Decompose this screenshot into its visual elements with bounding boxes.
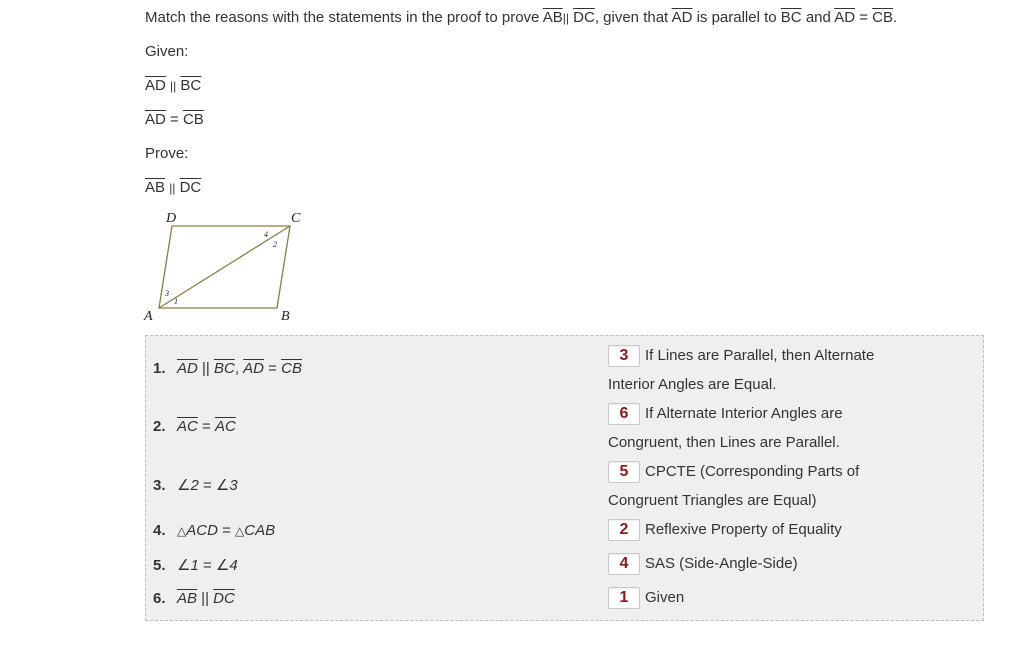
statement-3-part-5: 3 xyxy=(229,477,238,494)
statement-3: 3. ∠2 = ∠3 xyxy=(153,477,238,494)
statement-5-part-1: ∠ xyxy=(177,557,191,574)
statement-5-part-5: 4 xyxy=(229,557,238,574)
statement-5-part-4: ∠ xyxy=(215,557,230,574)
statement-3-part-4: ∠ xyxy=(215,477,230,494)
statement-1-part-7: $\overline{CB}$ xyxy=(281,360,302,377)
reason-5: 4 SAS (Side-Angle-Side) xyxy=(608,549,908,578)
answer-box-2[interactable]: 6 xyxy=(608,403,640,425)
statement-4-part-4: △ xyxy=(235,524,245,538)
statement-4: 4. △ACD = △CAB xyxy=(153,522,276,539)
statement-1-part-5: $\overline{AD}$ xyxy=(243,360,265,377)
statement-4-part-3: = xyxy=(217,522,236,539)
parallelogram-figure xyxy=(138,208,313,326)
matching-panel xyxy=(145,335,984,621)
statement-1-part-4: , xyxy=(234,360,244,377)
reason-2: 6 If Alternate Interior Angles are Congruent, then Lines are Parallel. xyxy=(608,405,843,451)
given-label: Given: xyxy=(145,43,189,60)
statement-2-part-1: $\overline{AC}$ xyxy=(177,418,198,435)
reason-6: 1 Given xyxy=(608,583,908,612)
statement-5: 5. ∠1 = ∠4 xyxy=(153,557,238,574)
statement-3-part-1: ∠ xyxy=(177,477,191,494)
vertex-a: A xyxy=(144,309,153,324)
statement-1-part-3: $\overline{BC}$ xyxy=(213,360,235,377)
segment-cb: $\overline{CB}$ xyxy=(872,9,893,26)
prove-label: Prove: xyxy=(145,145,189,162)
reason-1: 3 If Lines are Parallel, then Alternate Interior Angles are Equal. xyxy=(608,347,875,393)
diagonal-ac xyxy=(159,226,290,308)
angle-4-label: 4 xyxy=(264,230,268,239)
segment-ab: $\overline{AB}$ xyxy=(542,9,563,26)
angle-1-label: 1 xyxy=(174,297,178,306)
statement-1: 1. $\overline{AD}$ || $\overline{BC}$, $\overline{AD} = \overline{CB}$ xyxy=(153,360,302,377)
statement-1-part-6: = xyxy=(264,360,282,377)
statement-2-part-2: = xyxy=(197,418,215,435)
vertex-c: C xyxy=(291,211,301,226)
vertex-d: D xyxy=(166,211,177,226)
statement-3-part-2: 2 xyxy=(190,477,199,494)
statement-4-part-2: ACD xyxy=(186,522,218,539)
angle-2-label: 2 xyxy=(273,240,277,249)
statement-5-part-3: = xyxy=(198,557,216,574)
question-text: Match the reasons with the statements in the proof to prove $\overline{AB}||$ $\overline{DC}$, given that $\overline{AD}$ is parallel to $\overline{BC}$ and $\overline{AD} = \overline{CB}$. xyxy=(145,9,898,26)
statement-2: 2. $\overline{AC} = \overline{AC}$ xyxy=(153,418,236,435)
given-line-2: $\overline{AD} = \overline{CB}$ xyxy=(145,111,204,128)
statement-1-part-2: || xyxy=(197,360,214,377)
statement-6-part-1: $\overline{AB}$ xyxy=(177,590,198,607)
answer-box-3[interactable]: 5 xyxy=(608,461,640,483)
statement-4-part-5: CAB xyxy=(244,522,276,539)
answer-box-4[interactable]: 2 xyxy=(608,519,640,541)
segment-ad: $\overline{AD}$ xyxy=(671,9,693,26)
statement-3-part-3: = xyxy=(198,477,216,494)
prove-line: $\overline{AB}$ || $\overline{DC}$ xyxy=(145,179,202,196)
segment-ad-2: $\overline{AD}$ xyxy=(834,9,856,26)
segment-bc: $\overline{BC}$ xyxy=(780,9,802,26)
statement-6-part-3: $\overline{DC}$ xyxy=(213,590,235,607)
segment-dc: $\overline{DC}$ xyxy=(573,9,595,26)
reason-4: 2 Reflexive Property of Equality xyxy=(608,515,908,544)
statement-5-part-2: 1 xyxy=(190,557,199,574)
statement-1-part-1: $\overline{AD}$ xyxy=(177,360,198,377)
angle-3-label: 3 xyxy=(165,289,169,298)
answer-box-5[interactable]: 4 xyxy=(608,553,640,575)
statement-6: 6. $\overline{AB}$ || $\overline{DC}$ xyxy=(153,590,235,607)
statement-2-part-3: $\overline{AC}$ xyxy=(214,418,236,435)
statement-6-part-2: || xyxy=(197,590,214,607)
answer-box-1[interactable]: 3 xyxy=(608,345,640,367)
reason-3: 5 CPCTE (Corresponding Parts of Congruent Triangles are Equal) xyxy=(608,463,860,509)
given-line-1: $\overline{AD}$ || $\overline{BC}$ xyxy=(145,77,202,94)
vertex-b: B xyxy=(281,309,290,324)
statement-4-part-1: △ xyxy=(177,524,187,538)
answer-box-6[interactable]: 1 xyxy=(608,587,640,609)
